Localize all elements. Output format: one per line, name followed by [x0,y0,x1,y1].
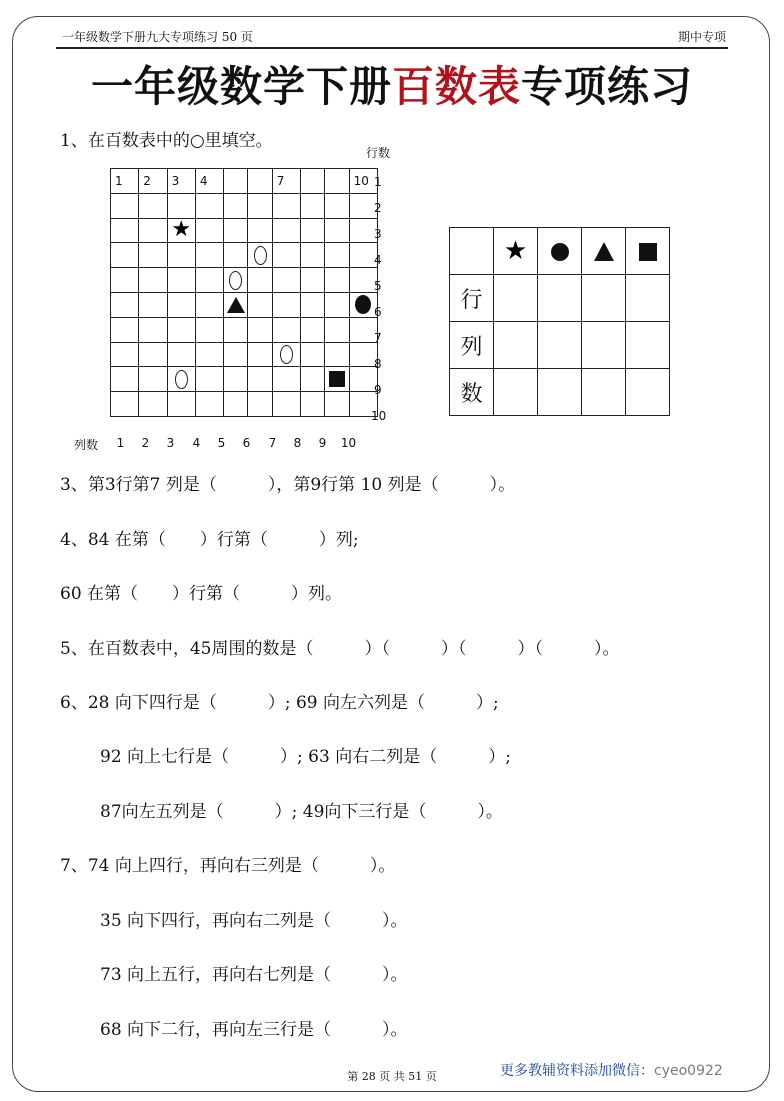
watermark-id: cyeo0922 [654,1063,723,1079]
row-number: 6 [374,305,382,319]
question-6c: 87向左五列是（ ）; 49向下三行是（ ）。 [100,802,503,822]
question-1: 1、在百数表中的○里填空。 [60,131,273,151]
title-part-1: 一年级数学下册 [90,62,392,111]
question-7d: 68 向下二行，再向左三行是（ ）。 [100,1020,408,1040]
triangle-icon [227,297,245,313]
column-number: 8 [293,436,302,450]
triangle-icon [594,242,614,261]
column-number: 6 [242,436,251,450]
answer-cell[interactable] [626,275,670,322]
blank-oval-icon [280,345,293,364]
question-4a: 4、84 在第（ ）行第（ ）列; [60,530,359,550]
row-number: 7 [374,331,382,345]
question-7b: 35 向下四行，再向右二列是（ ）。 [100,911,408,931]
answer-row-label: 数 [450,369,494,416]
cell-7: 7 [272,169,300,194]
circle-icon [355,295,371,314]
question-5: 5、在百数表中，45周围的数是（ ）（ ）（ ）（ ）。 [60,639,620,659]
row-number: 3 [374,227,382,241]
answer-row-label: 列 [450,322,494,369]
column-number: 2 [141,436,150,450]
column-number: 4 [192,436,201,450]
header-divider [56,47,728,49]
row-number: 10 [371,409,387,423]
row-number: 1 [374,175,382,189]
column-header-label: 列数 [74,438,99,452]
answer-cell[interactable] [626,322,670,369]
row-number: 4 [374,253,382,267]
answer-cell[interactable] [538,275,582,322]
question-6b: 92 向上七行是（ ）; 63 向右二列是（ ）; [100,747,511,767]
cell-3: 3 [167,169,195,194]
hundred-chart-grid [110,168,378,417]
question-4b: 60 在第（ ）行第（ ）列。 [60,584,343,604]
answer-row-label: 行 [450,275,494,322]
column-number: 3 [166,436,175,450]
cell-2: 2 [139,169,167,194]
title-part-3: 专项练习 [521,62,694,111]
answer-cell[interactable] [494,275,538,322]
circle-icon [551,243,569,261]
star-icon: ★ [171,217,192,243]
blank-oval-icon [175,370,188,389]
blank-oval-icon [254,246,267,265]
square-icon [639,243,657,261]
header-right: 期中专项 [677,30,726,44]
title-part-2: 百数表 [391,62,521,111]
row-header-label: 行数 [366,146,391,160]
row-number: 5 [374,279,382,293]
answer-cell[interactable] [626,369,670,416]
answer-cell[interactable] [538,322,582,369]
answer-cell[interactable] [494,369,538,416]
blank-oval-icon [229,271,242,290]
square-icon [329,371,345,387]
page-number-footer: 第 28 页 共 51 页 [347,1070,437,1083]
column-number: 5 [217,436,226,450]
question-7c: 73 向上五行，再向右七列是（ ）。 [100,965,408,985]
cell-10: 10 [349,169,377,194]
column-number: 9 [318,436,327,450]
answer-table [449,227,670,416]
answer-cell[interactable] [582,275,626,322]
answer-cell[interactable] [538,369,582,416]
column-number: 10 [340,436,357,450]
answer-cell[interactable] [582,322,626,369]
column-number: 7 [268,436,277,450]
column-number: 1 [116,436,125,450]
cell-4: 4 [195,169,223,194]
row-number: 8 [374,357,382,371]
watermark [500,1060,723,1080]
header-left: 一年级数学下册九大专项练习 50 页 [62,30,253,44]
page-title [0,54,784,114]
question-6a: 6、28 向下四行是（ ）; 69 向左六列是（ ）; [60,693,499,713]
cell-1: 1 [111,169,139,194]
question-7a: 7、74 向上四行，再向右三列是（ ）。 [60,856,396,876]
row-number: 9 [374,383,382,397]
question-3: 3、第3行第7 列是（ ），第9行第 10 列是（ ）。 [60,475,516,495]
row-number: 2 [374,201,382,215]
answer-cell[interactable] [582,369,626,416]
watermark-text: 更多教辅资料添加微信： [500,1063,654,1079]
answer-cell[interactable] [494,322,538,369]
star-icon: ★ [503,235,528,266]
